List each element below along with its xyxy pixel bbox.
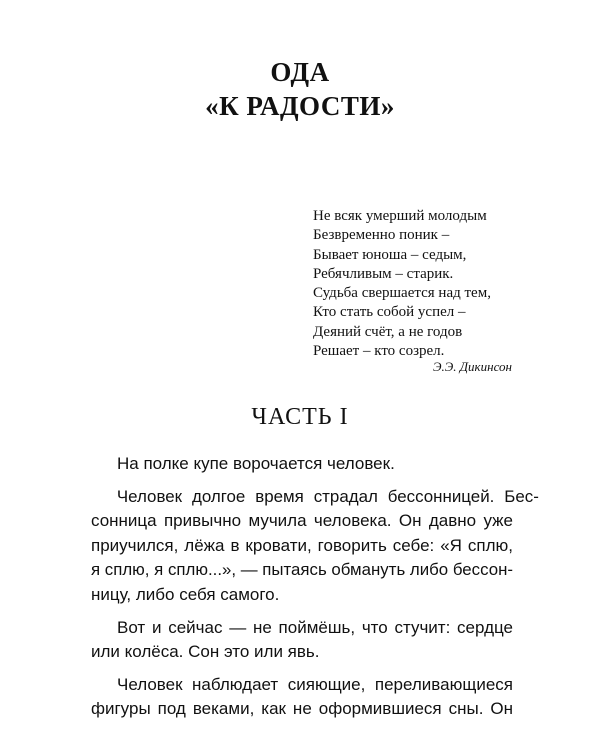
epigraph-line: Не всяк умерший молодым [313, 208, 487, 224]
text-line: приучился, лёжа в кровати, говорить себе: «Я сплю, [91, 535, 513, 555]
epigraph-author: Э.Э. Дикинсон [433, 359, 512, 374]
title-line-2: «К РАДОСТИ» [205, 91, 395, 121]
epigraph-line: Кто стать собой успел – [313, 304, 466, 321]
epigraph-line: Безвременно поник – [313, 227, 450, 244]
epigraph-line: Деяний счёт, а не годов [313, 323, 463, 340]
epigraph-line: Ребячливым – старик. [313, 265, 454, 282]
body-text [91, 452, 539, 730]
paragraph [91, 452, 513, 477]
text-line: Вот и сейчас — не поймёшь, что стучит: сердце [117, 617, 513, 637]
text-line: Человек долгое время страдал бессонницей. Бес- [116, 486, 539, 506]
epigraph-line: Бывает юноша – седым, [313, 246, 467, 263]
part-heading: ЧАСТЬ I [251, 404, 349, 430]
paragraph [91, 485, 539, 608]
epigraph-line: Судьба свершается над тем, [313, 285, 491, 302]
text-line: ницу, либо себя самого. [91, 584, 280, 604]
paragraph [91, 616, 513, 665]
text-line: На полке купе ворочается человек. [117, 454, 395, 473]
text-line: или колёса. Сон это или явь. [91, 642, 320, 662]
text-line: сонница привычно мучила человека. Он давно уже [91, 511, 513, 531]
text-line: Человек наблюдает сияющие, переливающиеся [117, 674, 513, 694]
epigraph [313, 207, 553, 361]
chapter-title [0, 55, 600, 123]
paragraph [91, 673, 513, 722]
title-line-1: ОДА [270, 57, 330, 87]
epigraph-line: Решает – кто созрел. [313, 343, 445, 360]
text-line: фигуры под веками, как не оформившиеся сны. Он [91, 699, 513, 719]
text-line: я сплю, я сплю...», — пытаясь обмануть либо бессон- [91, 560, 513, 580]
